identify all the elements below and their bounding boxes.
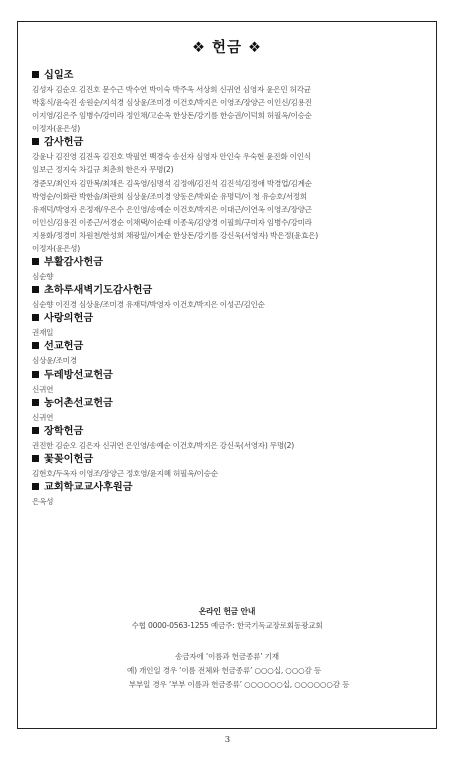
section-heading [32, 136, 424, 150]
section-heading [32, 397, 424, 411]
section-heading-label: 감사헌금 [44, 137, 84, 149]
donor-line: 심상윤/조미경 [32, 356, 77, 366]
donor-line: 지용화/정경미 차원천/한성희 채광일/이계순 한상돈/강기름 강신욱(서영자) 박은정(윤효은) [32, 230, 318, 240]
section-heading-label: 장학헌금 [44, 425, 84, 437]
section-heading-label: 선교헌금 [44, 341, 84, 353]
donor-line: 경준모/최인자 김만복/최채은 김옥영/심명석 김정애/김진석 김진석/김정애 박경업/김계순 [32, 178, 312, 188]
remit-example-couple: 부부일 경우 ‘부부 이름과 헌금종류’ ○○○○○○십, ○○○○○○감 등 [128, 680, 350, 689]
page-frame [17, 21, 437, 729]
section-heading-label: 사랑의헌금 [44, 313, 94, 325]
section-heading [32, 312, 424, 326]
donor-line: 박영순/이화란 박한솔/최란희 심상윤/조미경 양동은/박외순 유명덕/이 청 유승호/서정희 [32, 191, 307, 201]
section-heading-label: 부활감사헌금 [44, 257, 104, 269]
square-bullet-icon [32, 483, 39, 490]
square-bullet-icon [32, 286, 39, 293]
donor-line: 강윤나 김진영 김진옥 김진호 박필연 백경숙 송선자 심영자 안인숙 우숙현 윤진화 이인식 [32, 152, 311, 162]
donor-line: 권재일 [32, 328, 54, 338]
section-heading-label: 십일조 [44, 70, 74, 81]
donor-line: 이정자(윤은성) [32, 124, 80, 134]
section-heading [32, 481, 424, 495]
section-heading-label: 교회학교교사후원금 [44, 481, 133, 493]
donor-line: 은옥성 [32, 496, 54, 506]
square-bullet-icon [32, 138, 39, 145]
square-bullet-icon [32, 371, 39, 378]
donor-line: 김현호/두옥자 이영조/장양근 정호영/윤지혜 허필옥/이승순 [32, 468, 218, 478]
donor-line: 유재덕/박영자 은정재/우은수 은인영/송예순 이건호/박지은 이대근/이연옥 이영조/장양근 [32, 204, 312, 214]
section-heading [32, 69, 424, 83]
square-bullet-icon [32, 71, 39, 78]
section-heading [32, 340, 424, 354]
section-heading [32, 369, 424, 383]
square-bullet-icon [32, 258, 39, 265]
donor-line: 심순향 [32, 272, 54, 282]
square-bullet-icon [32, 427, 39, 434]
section-heading-label: 두레방선교헌금 [44, 369, 113, 381]
donor-line: 임보근 정지숙 차길규 최춘희 한은자 무명(2) [32, 165, 174, 175]
online-offering-info [18, 606, 436, 690]
remit-example-individual: 예) 개인일 경우 ‘이름 전체와 헌금종류’ ○○○십, ○○○감 등 [126, 666, 322, 675]
section-heading-label: 초하루새벽기도감사헌금 [44, 285, 153, 297]
section-heading [32, 453, 424, 467]
section-heading-label: 농어촌선교헌금 [44, 397, 113, 409]
section-heading [32, 256, 424, 270]
account-info: 수협 0000-0563-1255 예금주: 한국기독교장로회동광교회 [131, 621, 323, 630]
donor-line: 신귀연 [32, 412, 54, 422]
remit-note: 송금자에 ‘이름과 헌금종류’ 기재 [175, 652, 279, 661]
square-bullet-icon [32, 455, 39, 462]
donor-line: 김성자 김순오 김진호 문수근 박수연 박이숙 박주옥 서상희 신귀연 심영자 윤은민 허각균 [32, 85, 311, 94]
donor-line: 심순향 이진경 심상윤/조미경 유재덕/박영자 이건호/박지은 이성곤/김인순 [32, 300, 265, 310]
section-heading-label: 꽃꽂이헌금 [44, 453, 94, 465]
donor-line: 이정자(윤은성) [32, 244, 80, 254]
donor-line: 이인신/김용진 이종근/서경순 이채택/이순태 이종욱/김양경 이필희/구미자 임병수/강미라 [32, 217, 312, 227]
page-number: 3 [224, 735, 231, 745]
section-heading [32, 284, 424, 298]
section-heading [32, 425, 424, 439]
donor-line: 박홍식/윤숙진 송원순/지석경 심상윤/조미경 이건호/박지은 이영조/장양근 이인신/김용진 [32, 98, 312, 108]
square-bullet-icon [32, 342, 39, 349]
donor-line: 권진한 김순오 김은자 신귀연 은인영/송예순 이건호/박지은 강신욱(서영자) 무명(2) [32, 440, 294, 450]
online-info-title: 온라인 헌금 안내 [198, 607, 256, 616]
donor-line: 이지영/김은주 임병수/강미라 정인채/고순옥 한상돈/강기름 한승권/이덕희 허필옥/이승순 [32, 111, 312, 121]
page-title: ❖ 헌금 ❖ [191, 40, 263, 56]
square-bullet-icon [32, 314, 39, 321]
square-bullet-icon [32, 399, 39, 406]
offering-list [32, 68, 424, 508]
donor-line: 신귀연 [32, 384, 54, 394]
